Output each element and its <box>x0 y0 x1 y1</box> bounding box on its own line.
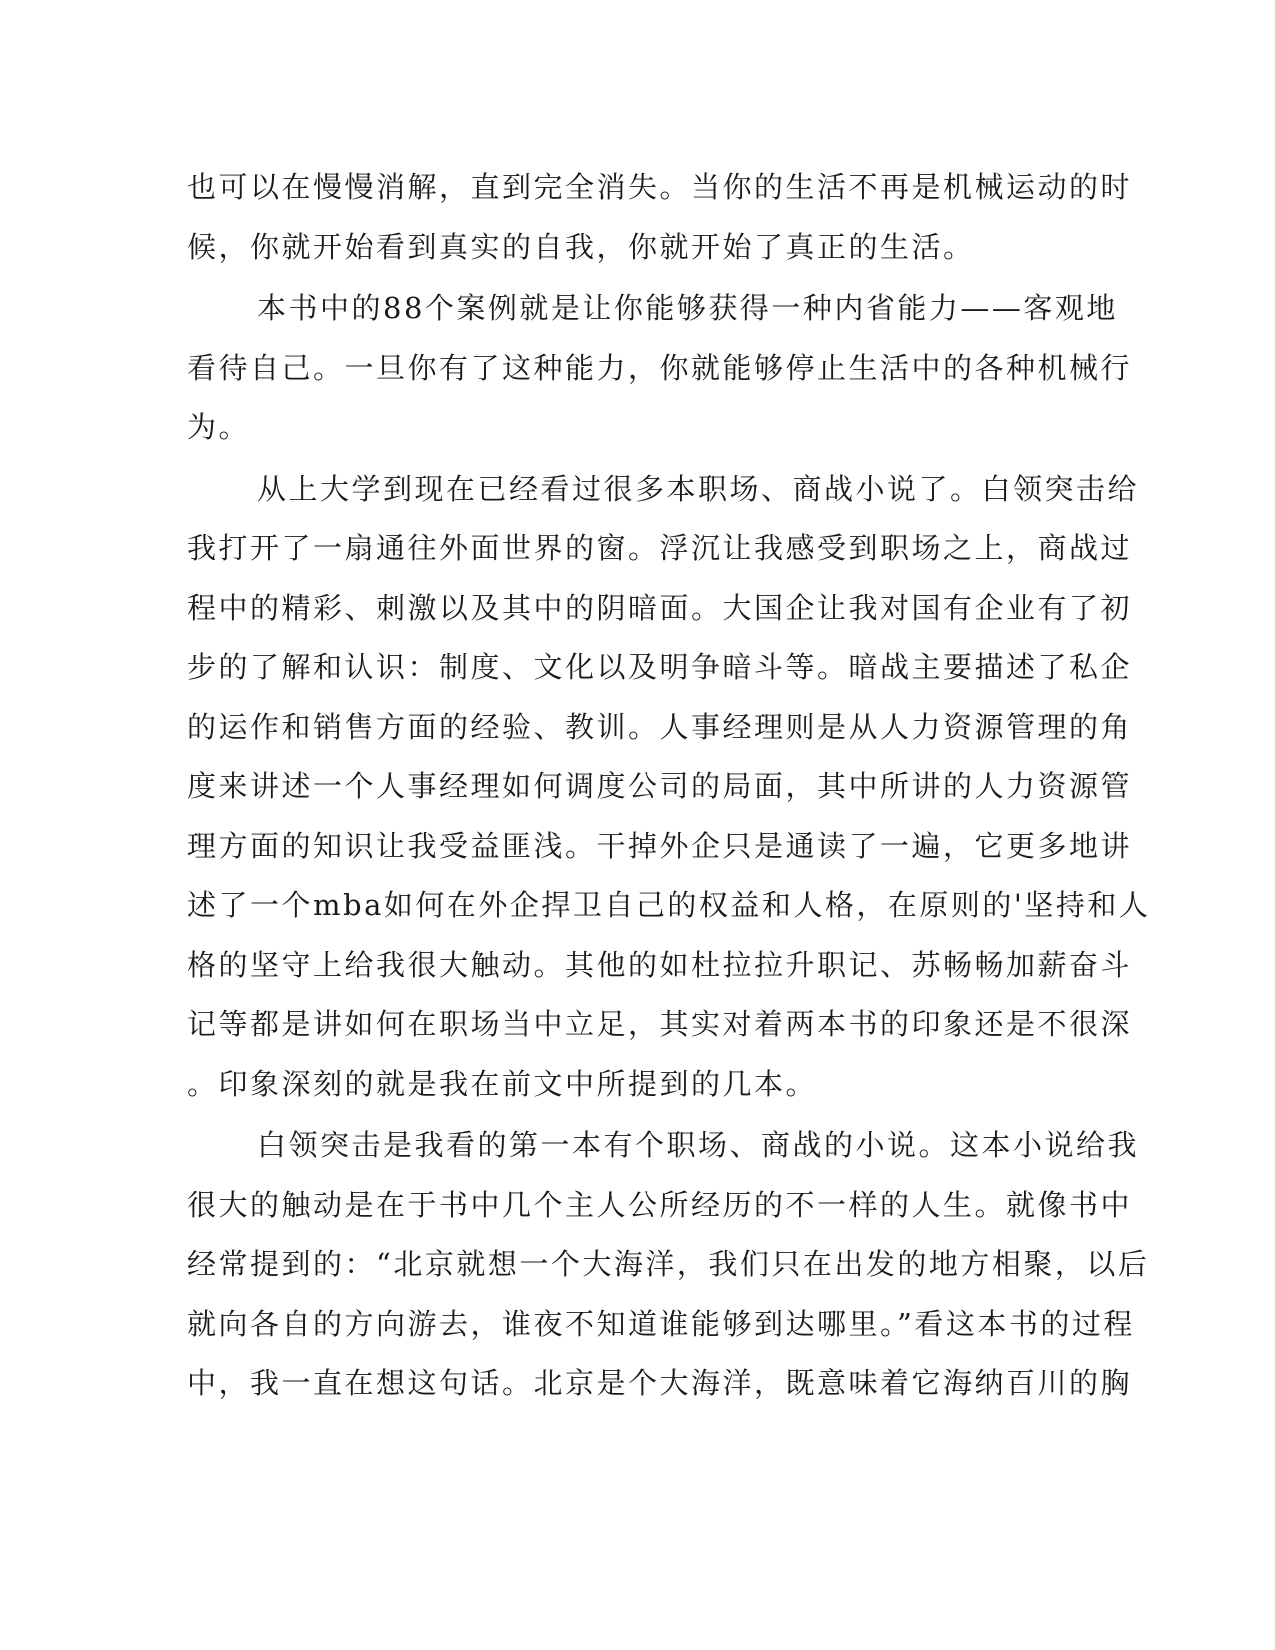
text-line: 也可以在慢慢消解，直到完全消失。当你的生活不再是机械运动的时 <box>187 170 1133 204</box>
text-line: 理方面的知识让我受益匪浅。干掉外企只是通读了一遍，它更多地讲 <box>187 828 1133 863</box>
text-line: 我打开了一扇通往外面世界的窗。浮沉让我感受到职场之上，商战过 <box>187 531 1133 565</box>
paragraph-2 <box>187 279 1133 458</box>
document-body <box>187 158 1151 1414</box>
text-line: 的运作和销售方面的经验、教训。人事经理则是从人力资源管理的角 <box>187 709 1133 744</box>
text-line: 格的坚守上给我很大触动。其他的如杜拉拉升职记、苏畅畅加薪奋斗 <box>187 947 1133 982</box>
text-line: 步的了解和认识：制度、文化以及明争暗斗等。暗战主要描述了私企 <box>187 650 1133 684</box>
text-line: 白领突击是我看的第一本有个职场、商战的小说。这本小说给我 <box>257 1128 1140 1162</box>
text-line: 很大的触动是在于书中几个主人公所经历的不一样的人生。就像书中 <box>187 1187 1133 1222</box>
text-line: 记等都是讲如何在职场当中立足，其实对着两本书的印象还是不很深 <box>187 1007 1133 1041</box>
paragraph-4 <box>187 1116 1150 1414</box>
text-line: 程中的精彩、刺激以及其中的阴暗面。大国企让我对国有企业有了初 <box>187 590 1133 625</box>
text-line: 看待自己。一旦你有了这种能力，你就能够停止生活中的各种机械行 <box>187 350 1133 385</box>
text-line: 述了一个mba如何在外企捍卫自己的权益和人格，在原则的'坚持和人 <box>187 888 1151 922</box>
text-line: 本书中的88个案例就是让你能够获得一种内省能力——客观地 <box>257 291 1118 325</box>
paragraph-1 <box>187 158 1133 277</box>
text-line: 。印象深刻的就是我在前文中所提到的几本。 <box>187 1066 818 1101</box>
text-line: 中，我一直在想这句话。北京是个大海洋，既意味着它海纳百川的胸 <box>187 1366 1133 1400</box>
paragraph-3 <box>187 460 1151 1115</box>
text-line: 从上大学到现在已经看过很多本职场、商战小说了。白领突击给 <box>257 471 1140 506</box>
text-line: 就向各自的方向游去，谁夜不知道谁能够到达哪里。”看这本书的过程 <box>187 1306 1135 1341</box>
text-line: 度来讲述一个人事经理如何调度公司的局面，其中所讲的人力资源管 <box>187 769 1133 803</box>
text-line: 经常提到的：“北京就想一个大海洋，我们只在出发的地方相聚，以后 <box>187 1247 1150 1281</box>
text-line: 候，你就开始看到真实的自我，你就开始了真正的生活。 <box>187 229 975 264</box>
text-line: 为。 <box>187 410 251 444</box>
